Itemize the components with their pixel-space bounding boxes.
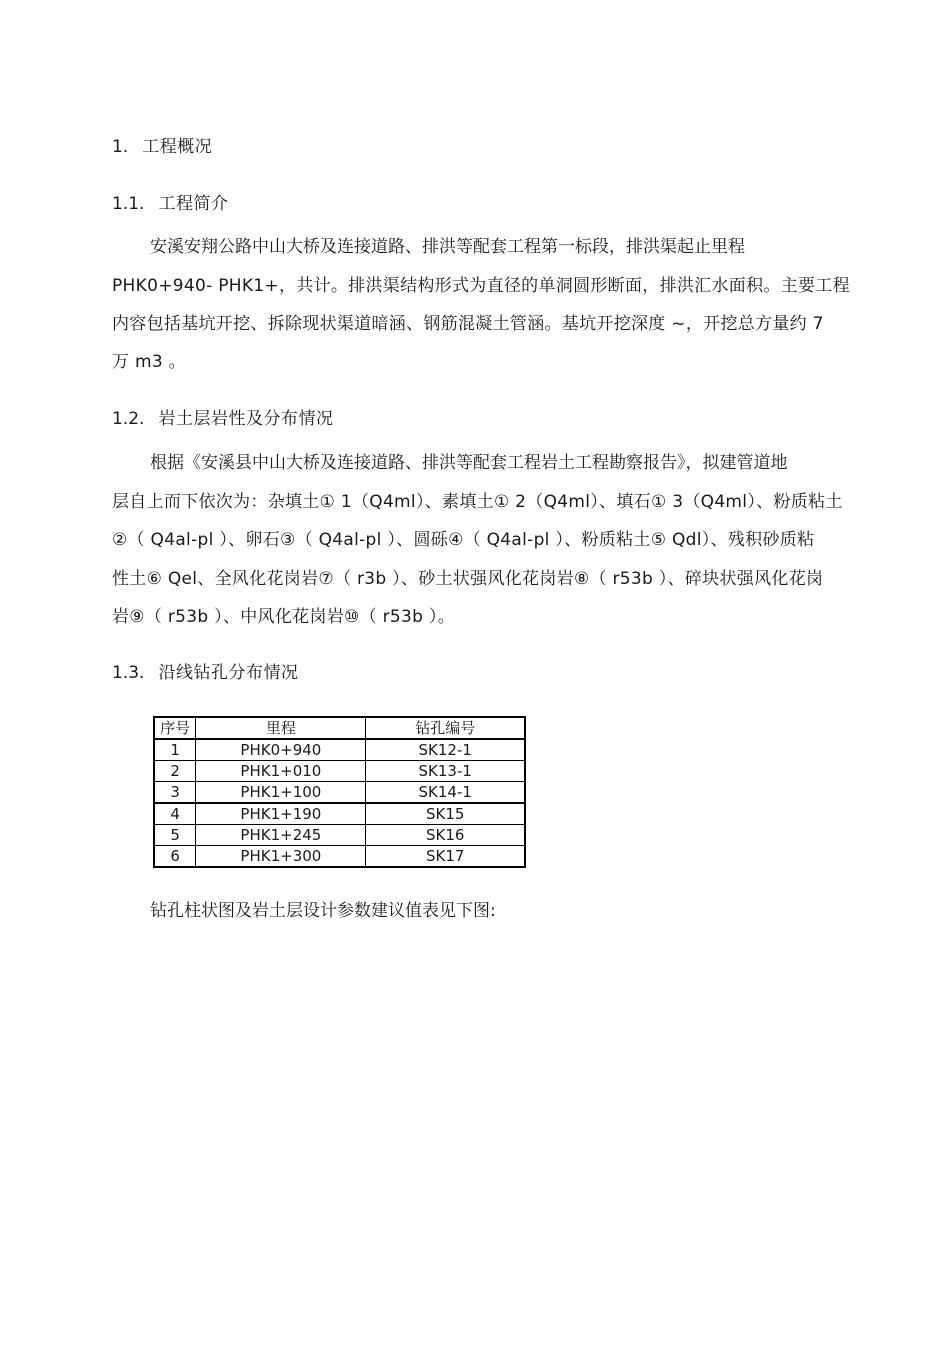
cell-chainage: PHK1+245 xyxy=(196,825,366,846)
intro-paragraph-line: PHK0+940- PHK1+，共计。排洪渠结构形式为直径的单洞圆形断面，排洪汇水面积。主要工程 xyxy=(112,276,850,296)
cell-borehole-id: SK12-1 xyxy=(366,739,525,761)
cell-seq: 6 xyxy=(154,846,196,868)
section-title: 工程简介 xyxy=(158,194,229,214)
heading-section-1-2 xyxy=(112,409,333,429)
table-row xyxy=(154,739,525,761)
table-row xyxy=(154,825,525,846)
table-row xyxy=(154,761,525,782)
cell-seq: 3 xyxy=(154,782,196,804)
intro-paragraph-line: 万 m3 。 xyxy=(112,352,186,372)
section-number: 1.1. xyxy=(112,194,145,214)
borehole-table xyxy=(153,716,526,868)
header-seq: 序号 xyxy=(154,717,196,739)
cell-seq: 4 xyxy=(154,803,196,825)
cell-chainage: PHK1+010 xyxy=(196,761,366,782)
strata-paragraph-line: 层自上而下依次为：杂填土① 1（Q4ml）、素填土① 2（Q4ml）、填石① 3（Q4ml）、粉质粘土 xyxy=(112,492,843,512)
cell-borehole-id: SK17 xyxy=(366,846,525,868)
cell-borehole-id: SK15 xyxy=(366,803,525,825)
section-number: 1. xyxy=(112,137,129,157)
closing-sentence: 钻孔柱状图及岩土层设计参数建议值表见下图: xyxy=(150,901,496,921)
strata-paragraph-line: 性土⑥ Qel、全风化花岗岩⑦（ r3b ）、砂土状强风化花岗岩⑧（ r53b ）、碎块状强风化花岗 xyxy=(112,569,824,589)
section-title: 沿线钻孔分布情况 xyxy=(158,663,299,683)
cell-seq: 5 xyxy=(154,825,196,846)
cell-chainage: PHK1+100 xyxy=(196,782,366,804)
table-row xyxy=(154,846,525,868)
strata-paragraph-line: 岩⑨（ r53b ）、中风化花岗岩⑩（ r53b ）。 xyxy=(112,607,456,627)
strata-paragraph-line: 根据《安溪县中山大桥及连接道路、排洪等配套工程岩土工程勘察报告》，拟建管道地 xyxy=(150,453,788,473)
section-number: 1.2. xyxy=(112,409,145,429)
cell-borehole-id: SK14-1 xyxy=(366,782,525,804)
cell-seq: 2 xyxy=(154,761,196,782)
section-title: 岩土层岩性及分布情况 xyxy=(158,409,334,429)
strata-paragraph-line: ②（ Q4al-pl ）、卵石③（ Q4al-pl ）、圆砾④（ Q4al-pl ）、粉质粘土⑤ Qdl）、残积砂质粘 xyxy=(112,530,815,550)
header-borehole-id: 钻孔编号 xyxy=(366,717,525,739)
heading-section-1-1 xyxy=(112,194,228,214)
cell-chainage: PHK0+940 xyxy=(196,739,366,761)
cell-chainage: PHK1+300 xyxy=(196,846,366,868)
cell-chainage: PHK1+190 xyxy=(196,803,366,825)
table-row xyxy=(154,803,525,825)
header-chainage: 里程 xyxy=(196,717,366,739)
section-number: 1.3. xyxy=(112,663,145,683)
intro-paragraph-line: 安溪安翔公路中山大桥及连接道路、排洪等配套工程第一标段，排洪渠起止里程 xyxy=(150,237,745,257)
table-row xyxy=(154,782,525,804)
cell-seq: 1 xyxy=(154,739,196,761)
heading-section-1-3 xyxy=(112,663,298,683)
section-title: 工程概况 xyxy=(142,137,213,157)
cell-borehole-id: SK13-1 xyxy=(366,761,525,782)
cell-borehole-id: SK16 xyxy=(366,825,525,846)
table-header-row xyxy=(154,717,525,739)
heading-section-1 xyxy=(112,137,212,157)
intro-paragraph-line: 内容包括基坑开挖、拆除现状渠道暗涵、钢筋混凝土管涵。基坑开挖深度 ~，开挖总方量约 7 xyxy=(112,314,824,334)
